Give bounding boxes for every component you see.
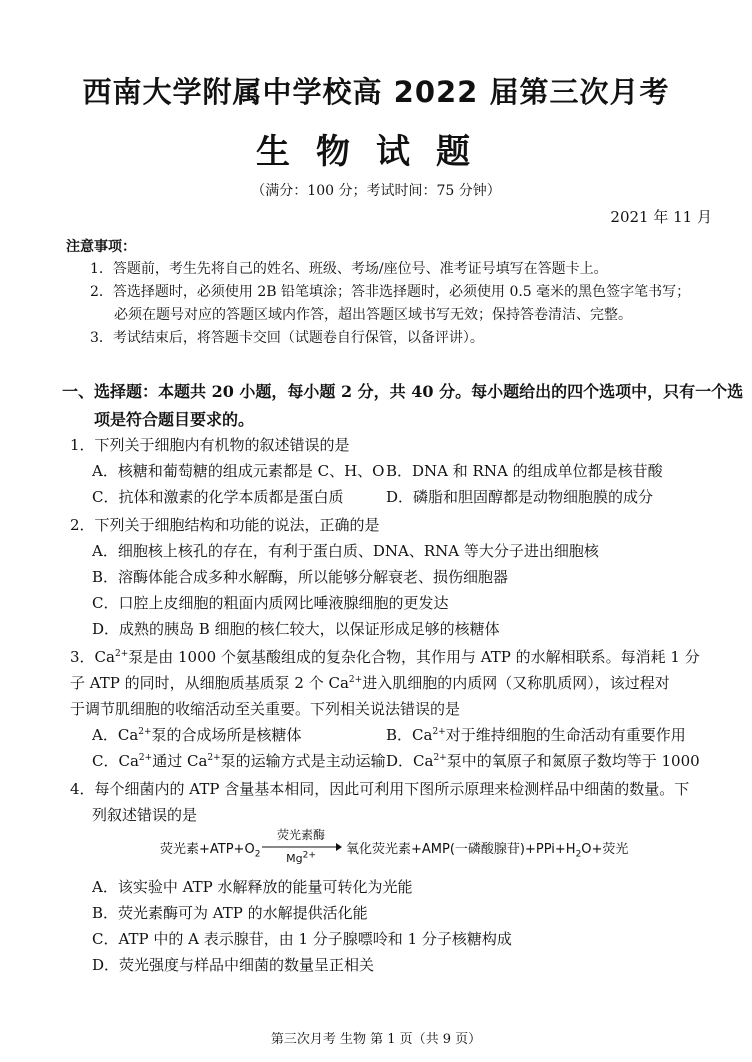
page-footer: 第三次月考 生物 第 1 页（共 9 页） <box>270 1032 482 1047</box>
option-letter: B． <box>386 726 413 744</box>
notice-item-3: 3．考试结束后，将答题卡交回（试题卷自行保管，以备评讲）。 <box>90 330 484 346</box>
products-text-b: O+荧光 <box>581 842 629 857</box>
notice-item-2-cont: 必须在题号对应的答题区域内作答，超出答题区域书写无效；保持答卷清洁、完整。 <box>114 307 632 323</box>
reaction-products <box>346 838 629 860</box>
q3-line2-text-a: 子 ATP 的同时，从细胞质基质泵 2 个 <box>70 674 329 692</box>
calcium-symbol: Ca <box>413 752 434 770</box>
q2-stem: 2．下列关于细胞结构和功能的说法，正确的是 <box>70 516 380 534</box>
calcium-charge: 2+ <box>432 727 446 737</box>
calcium-charge: 2+ <box>207 753 221 763</box>
q3-number: 3． <box>70 648 95 666</box>
q4-option-d: D．荧光强度与样品中细菌的数量呈正相关 <box>92 956 375 974</box>
notice-item-1: 1．答题前，考生先将自己的姓名、班级、考场/座位号、准考证号填写在答题卡上。 <box>90 261 608 277</box>
q1-option-b: B．DNA 和 RNA 的组成单位都是核苷酸 <box>386 462 663 480</box>
option-letter: A． <box>92 726 118 744</box>
q3-stem-line1 <box>70 646 700 667</box>
option-text: 对于维持细胞的生命活动有重要作用 <box>445 726 686 744</box>
q4-option-b: B．荧光素酶可为 ATP 的水解提供活化能 <box>92 904 368 922</box>
option-text: 通过 <box>152 752 187 770</box>
option-letter: D． <box>386 752 414 770</box>
products-text-a: 氧化荧光素+AMP(一磷酸腺苷)+PPi+H <box>346 842 576 857</box>
q2-option-d: D．成熟的胰岛 B 细胞的核仁较大，以保证形成足够的核糖体 <box>92 620 500 638</box>
q1-option-d: D．磷脂和胆固醇都是动物细胞膜的成分 <box>386 488 654 506</box>
q2-option-a: A．细胞核上核孔的存在，有利于蛋白质、DNA、RNA 等大分子进出细胞核 <box>92 542 599 560</box>
subject-title: 生物试题 <box>256 132 496 172</box>
calcium-symbol: Ca <box>412 726 433 744</box>
cofactor-charge: 2+ <box>302 850 316 861</box>
reactants-text: 荧光素+ATP+O <box>160 842 255 857</box>
score-info: （满分：100 分；考试时间：75 分钟） <box>251 183 501 199</box>
q3-line1-text: 泵是由 1000 个氨基酸组成的复杂化合物，其作用与 ATP 的水解相联系。每消耗 1 分 <box>128 648 700 666</box>
calcium-symbol: Ca <box>118 752 139 770</box>
q2-option-c: C．口腔上皮细胞的粗面内质网比唾液腺细胞的更发达 <box>92 594 449 612</box>
q3-stem-line2 <box>70 672 670 693</box>
calcium-charge: 2+ <box>433 753 447 763</box>
q1-option-c: C．抗体和激素的化学本质都是蛋白质 <box>92 488 344 506</box>
q3-option-d <box>386 750 700 771</box>
calcium-symbol: Ca <box>186 752 208 770</box>
q4-option-a: A．该实验中 ATP 水解释放的能量可转化为光能 <box>92 878 413 896</box>
q2-option-b: B．溶酶体能合成多种水解酶，所以能够分解衰老、损伤细胞器 <box>92 568 509 586</box>
q3-line2-text-b: 进入肌细胞的内质网（又称肌质网），该过程对 <box>362 674 670 692</box>
school-title: 西南大学附属中学校高 2022 届第三次月考 <box>82 75 670 109</box>
reaction-reactants <box>160 838 261 860</box>
calcium-symbol: Ca <box>328 674 349 692</box>
section-heading: 一、选择题：本题共 20 小题，每小题 2 分，共 40 分。每小题给出的四个选项中，只有一个选 <box>62 382 744 401</box>
q3-stem-line3: 于调节肌细胞的收缩活动至关重要。下列相关说法错误的是 <box>70 700 461 718</box>
option-text: 泵的合成场所是核糖体 <box>151 726 302 744</box>
calcium-charge: 2+ <box>114 649 129 659</box>
calcium-charge: 2+ <box>348 675 363 685</box>
option-text: 泵的运输方式是主动运输 <box>220 752 386 770</box>
q4-stem-line1: 4．每个细菌内的 ATP 含量基本相同，因此可利用下图所示原理来检测样品中细菌的数量。下 <box>70 780 690 798</box>
enzyme-label: 荧光素酶 <box>276 828 325 842</box>
q4-stem-line2: 列叙述错误的是 <box>92 806 198 824</box>
cofactor-label <box>262 852 340 865</box>
hydrogen-subscript: 2 <box>575 849 582 860</box>
q4-option-c: C．ATP 中的 A 表示腺苷，由 1 分子腺嘌呤和 1 分子核糖构成 <box>92 930 512 948</box>
option-text: 泵中的氧原子和氮原子数均等于 1000 <box>446 752 700 770</box>
calcium-symbol: Ca <box>94 648 115 666</box>
q3-option-a <box>92 724 302 745</box>
q1-option-a: A．核糖和葡萄糖的组成元素都是 C、H、O <box>92 462 385 480</box>
oxygen-subscript: 2 <box>254 849 261 860</box>
calcium-charge: 2+ <box>138 727 152 737</box>
reaction-equation <box>0 828 752 868</box>
q3-option-c <box>92 750 386 771</box>
section-heading-cont: 项是符合题目要求的。 <box>94 410 255 429</box>
exam-date: 2021 年 11 月 <box>610 208 712 226</box>
notice-item-2: 2．答选择题时，必须使用 2B 铅笔填涂；答非选择题时，必须使用 0.5 毫米的黑色签字笔书写； <box>90 284 691 300</box>
q3-option-b <box>386 724 686 745</box>
q1-stem: 1．下列关于细胞内有机物的叙述错误的是 <box>70 436 350 454</box>
cofactor-text: Mg <box>286 852 303 865</box>
option-letter: C． <box>92 752 119 770</box>
calcium-symbol: Ca <box>117 726 139 744</box>
notice-heading: 注意事项： <box>66 239 136 255</box>
calcium-charge: 2+ <box>138 753 153 763</box>
